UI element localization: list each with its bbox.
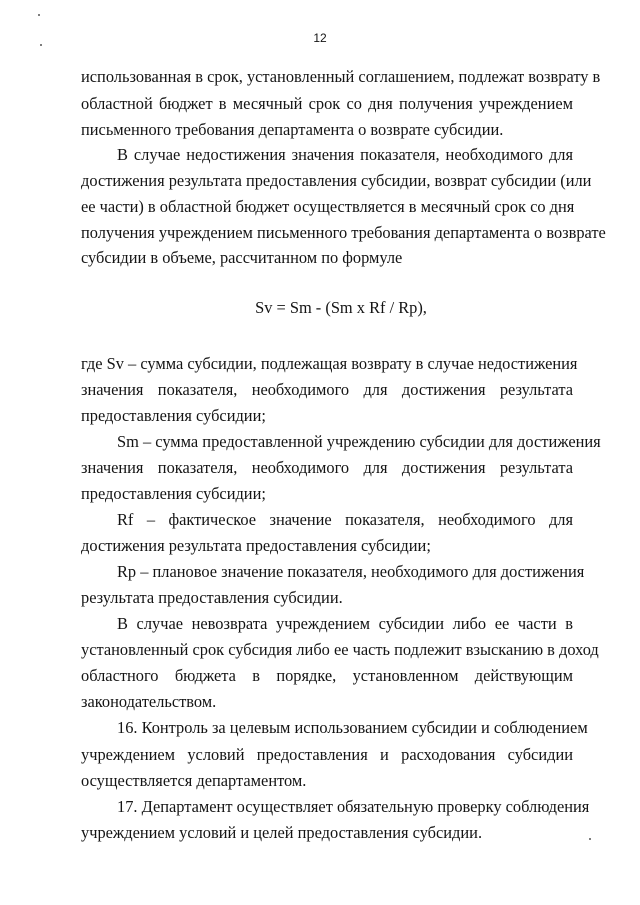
text-line: установленный срок субсидия либо ее часть подлежит взысканию в доход [81, 640, 599, 659]
text-line: письменного требования департамента о возврате субсидии. [81, 120, 504, 139]
text-line: предоставления субсидии; [81, 406, 266, 425]
text-line: ее части) в областной бюджет осуществляется в месячный срок со дня [81, 197, 575, 216]
text-line: учреждением условий предоставления и расходования субсидии [81, 745, 573, 764]
text-line: законодательством. [81, 692, 217, 711]
text-line: областного бюджета в порядке, установленном действующим [81, 666, 573, 685]
formula: Sv = Sm - (Sm x Rf / Rp), [255, 298, 427, 317]
text-line: результата предоставления субсидии. [81, 588, 343, 607]
text-line: 16. Контроль за целевым использованием субсидии и соблюдением [117, 718, 588, 737]
text-line: Rp – плановое значение показателя, необходимого для достижения [117, 562, 585, 581]
text-line: учреждением условий и целей предоставления субсидии. [81, 823, 483, 842]
scan-speck [38, 14, 40, 16]
text-line: значения показателя, необходимого для достижения результата [81, 380, 573, 399]
text-line: В случае недостижения значения показателя, необходимого для [117, 145, 573, 164]
text-line: где Sv – сумма субсидии, подлежащая возврату в случае недостижения [81, 354, 578, 373]
text-line: осуществляется департаментом. [81, 771, 307, 790]
text-line: Rf – фактическое значение показателя, необходимого для [117, 510, 573, 529]
text-line: значения показателя, необходимого для достижения результата [81, 458, 573, 477]
scan-speck [40, 44, 42, 46]
text-line: достижения результата предоставления субсидии; [81, 536, 431, 555]
text-line: получения учреждением письменного требования департамента о возврате [81, 223, 606, 242]
text-line: В случае невозврата учреждением субсидии либо ее части в [117, 614, 573, 633]
text-line: предоставления субсидии; [81, 484, 266, 503]
text-line: использованная в срок, установленный соглашением, подлежат возврату в [81, 67, 601, 86]
scan-speck [589, 838, 591, 840]
text-line: областной бюджет в месячный срок со дня получения учреждением [81, 94, 573, 113]
text-line: субсидии в объеме, рассчитанном по формуле [81, 248, 403, 267]
text-line: 17. Департамент осуществляет обязательную проверку соблюдения [117, 797, 590, 816]
text-line: Sm – сумма предоставленной учреждению субсидии для достижения [117, 432, 601, 451]
text-line: достижения результата предоставления субсидии, возврат субсидии (или [81, 171, 592, 190]
page-number: 12 [313, 31, 327, 45]
